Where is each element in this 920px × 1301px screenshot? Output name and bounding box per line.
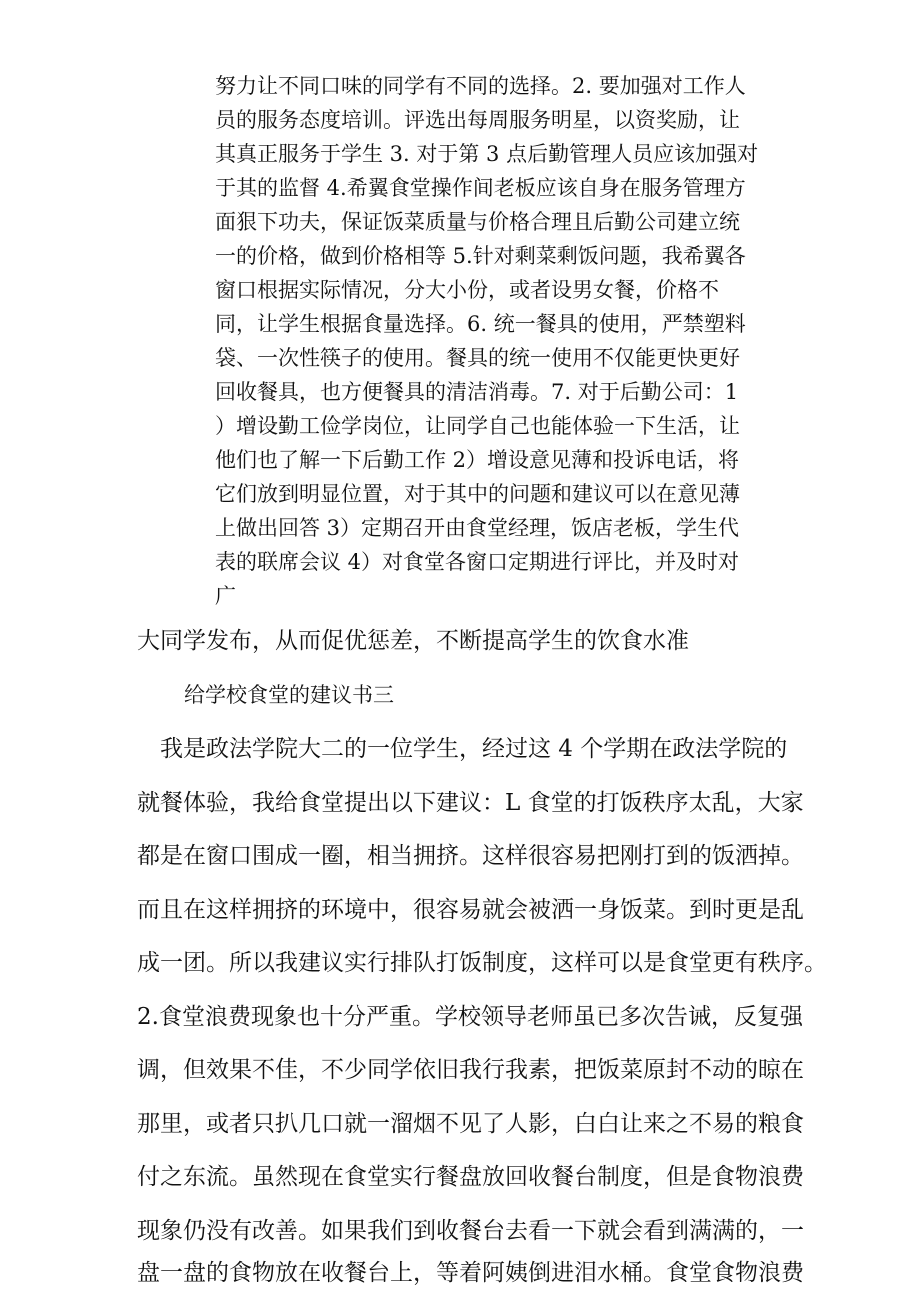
paragraph-line: 都是在窗口围成一圈，相当拥挤。这样很容易把刚打到的饭洒掉。 (137, 843, 804, 869)
list-line: 袋、一次性筷子的使用。餐具的统一使用不仅能更快更好 (215, 346, 740, 370)
list-line: 表的联席会议 4）对食堂各窗口定期进行评比，并及时对 (215, 550, 740, 574)
list-line: 它们放到明显位置，对于其中的问题和建议可以在意见薄 (215, 482, 740, 506)
paragraph-line: 而且在这样拥挤的环境中，很容易就会被洒一身饭菜。到时更是乱 (137, 897, 804, 923)
paragraph-line: 2.食堂浪费现象也十分严重。学校领导老师虽已多次告诫，反复强 (137, 1004, 803, 1030)
paragraph-line: 付之东流。虽然现在食堂实行餐盘放回收餐台制度，但是食物浪费 (137, 1164, 804, 1190)
list-line: 于其的监督 4.希翼食堂操作间老板应该自身在服务管理方 (215, 176, 746, 200)
list-line: 努力让不同口味的同学有不同的选择。2. 要加强对工作人 (215, 74, 746, 98)
paragraph-line: 现象仍没有改善。如果我们到收餐台去看一下就会看到满满的，一 (137, 1218, 804, 1244)
list-line: ）增设勤工俭学岗位，让同学自己也能体验一下生活，让 (215, 414, 740, 438)
list-line: 一的价格，做到价格相等 5.针对剩菜剩饭问题，我希翼各 (215, 244, 746, 268)
list-line: 面狠下功夫，保证饭菜质量与价格合理且后勤公司建立统 (215, 210, 740, 234)
paragraph-line: 我是政法学院大二的一位学生，经过这 4 个学期在政法学院的 (137, 736, 788, 762)
paragraph-line: 那里，或者只扒几口就一溜烟不见了人影，白白让来之不易的粮食 (137, 1111, 804, 1137)
paragraph-line: 就餐体验，我给食堂提出以下建议：L 食堂的打饭秩序太乱，大家 (137, 790, 804, 816)
list-line: 同，让学生根据食量选择。6. 统一餐具的使用，严禁塑料 (215, 312, 746, 336)
list-line: 他们也了解一下后勤工作 2）增设意见薄和投诉电话，将 (215, 448, 740, 472)
list-line: 上做出回答 3）定期召开由食堂经理，饭店老板，学生代 (215, 516, 740, 540)
list-line: 员的服务态度培训。评选出每周服务明星，以资奖励，让 (215, 108, 740, 132)
paragraph-line: 成一团。所以我建议实行排队打饭制度，这样可以是食堂更有秩序。 (137, 950, 827, 976)
paragraph-line: 调，但效果不佳，不少同学依旧我行我素，把饭菜原封不动的晾在 (137, 1057, 804, 1083)
paragraph-line: 盘一盘的食物放在收餐台上，等着阿姨倒进泪水桶。食堂食物浪费 (137, 1260, 804, 1286)
list-line: 回收餐具，也方便餐具的清洁消毒。7. 对于后勤公司：1 (215, 380, 739, 404)
section-heading: 给学校食堂的建议书三 (184, 683, 394, 707)
list-line: 广 (215, 584, 236, 608)
continuation-line: 大同学发布，从而促优惩差，不断提高学生的饮食水准 (137, 628, 689, 654)
list-line: 窗口根据实际情况，分大小份，或者设男女餐，价格不 (215, 278, 719, 302)
list-line: 其真正服务于学生 3. 对于第 3 点后勤管理人员应该加强对 (215, 142, 759, 166)
